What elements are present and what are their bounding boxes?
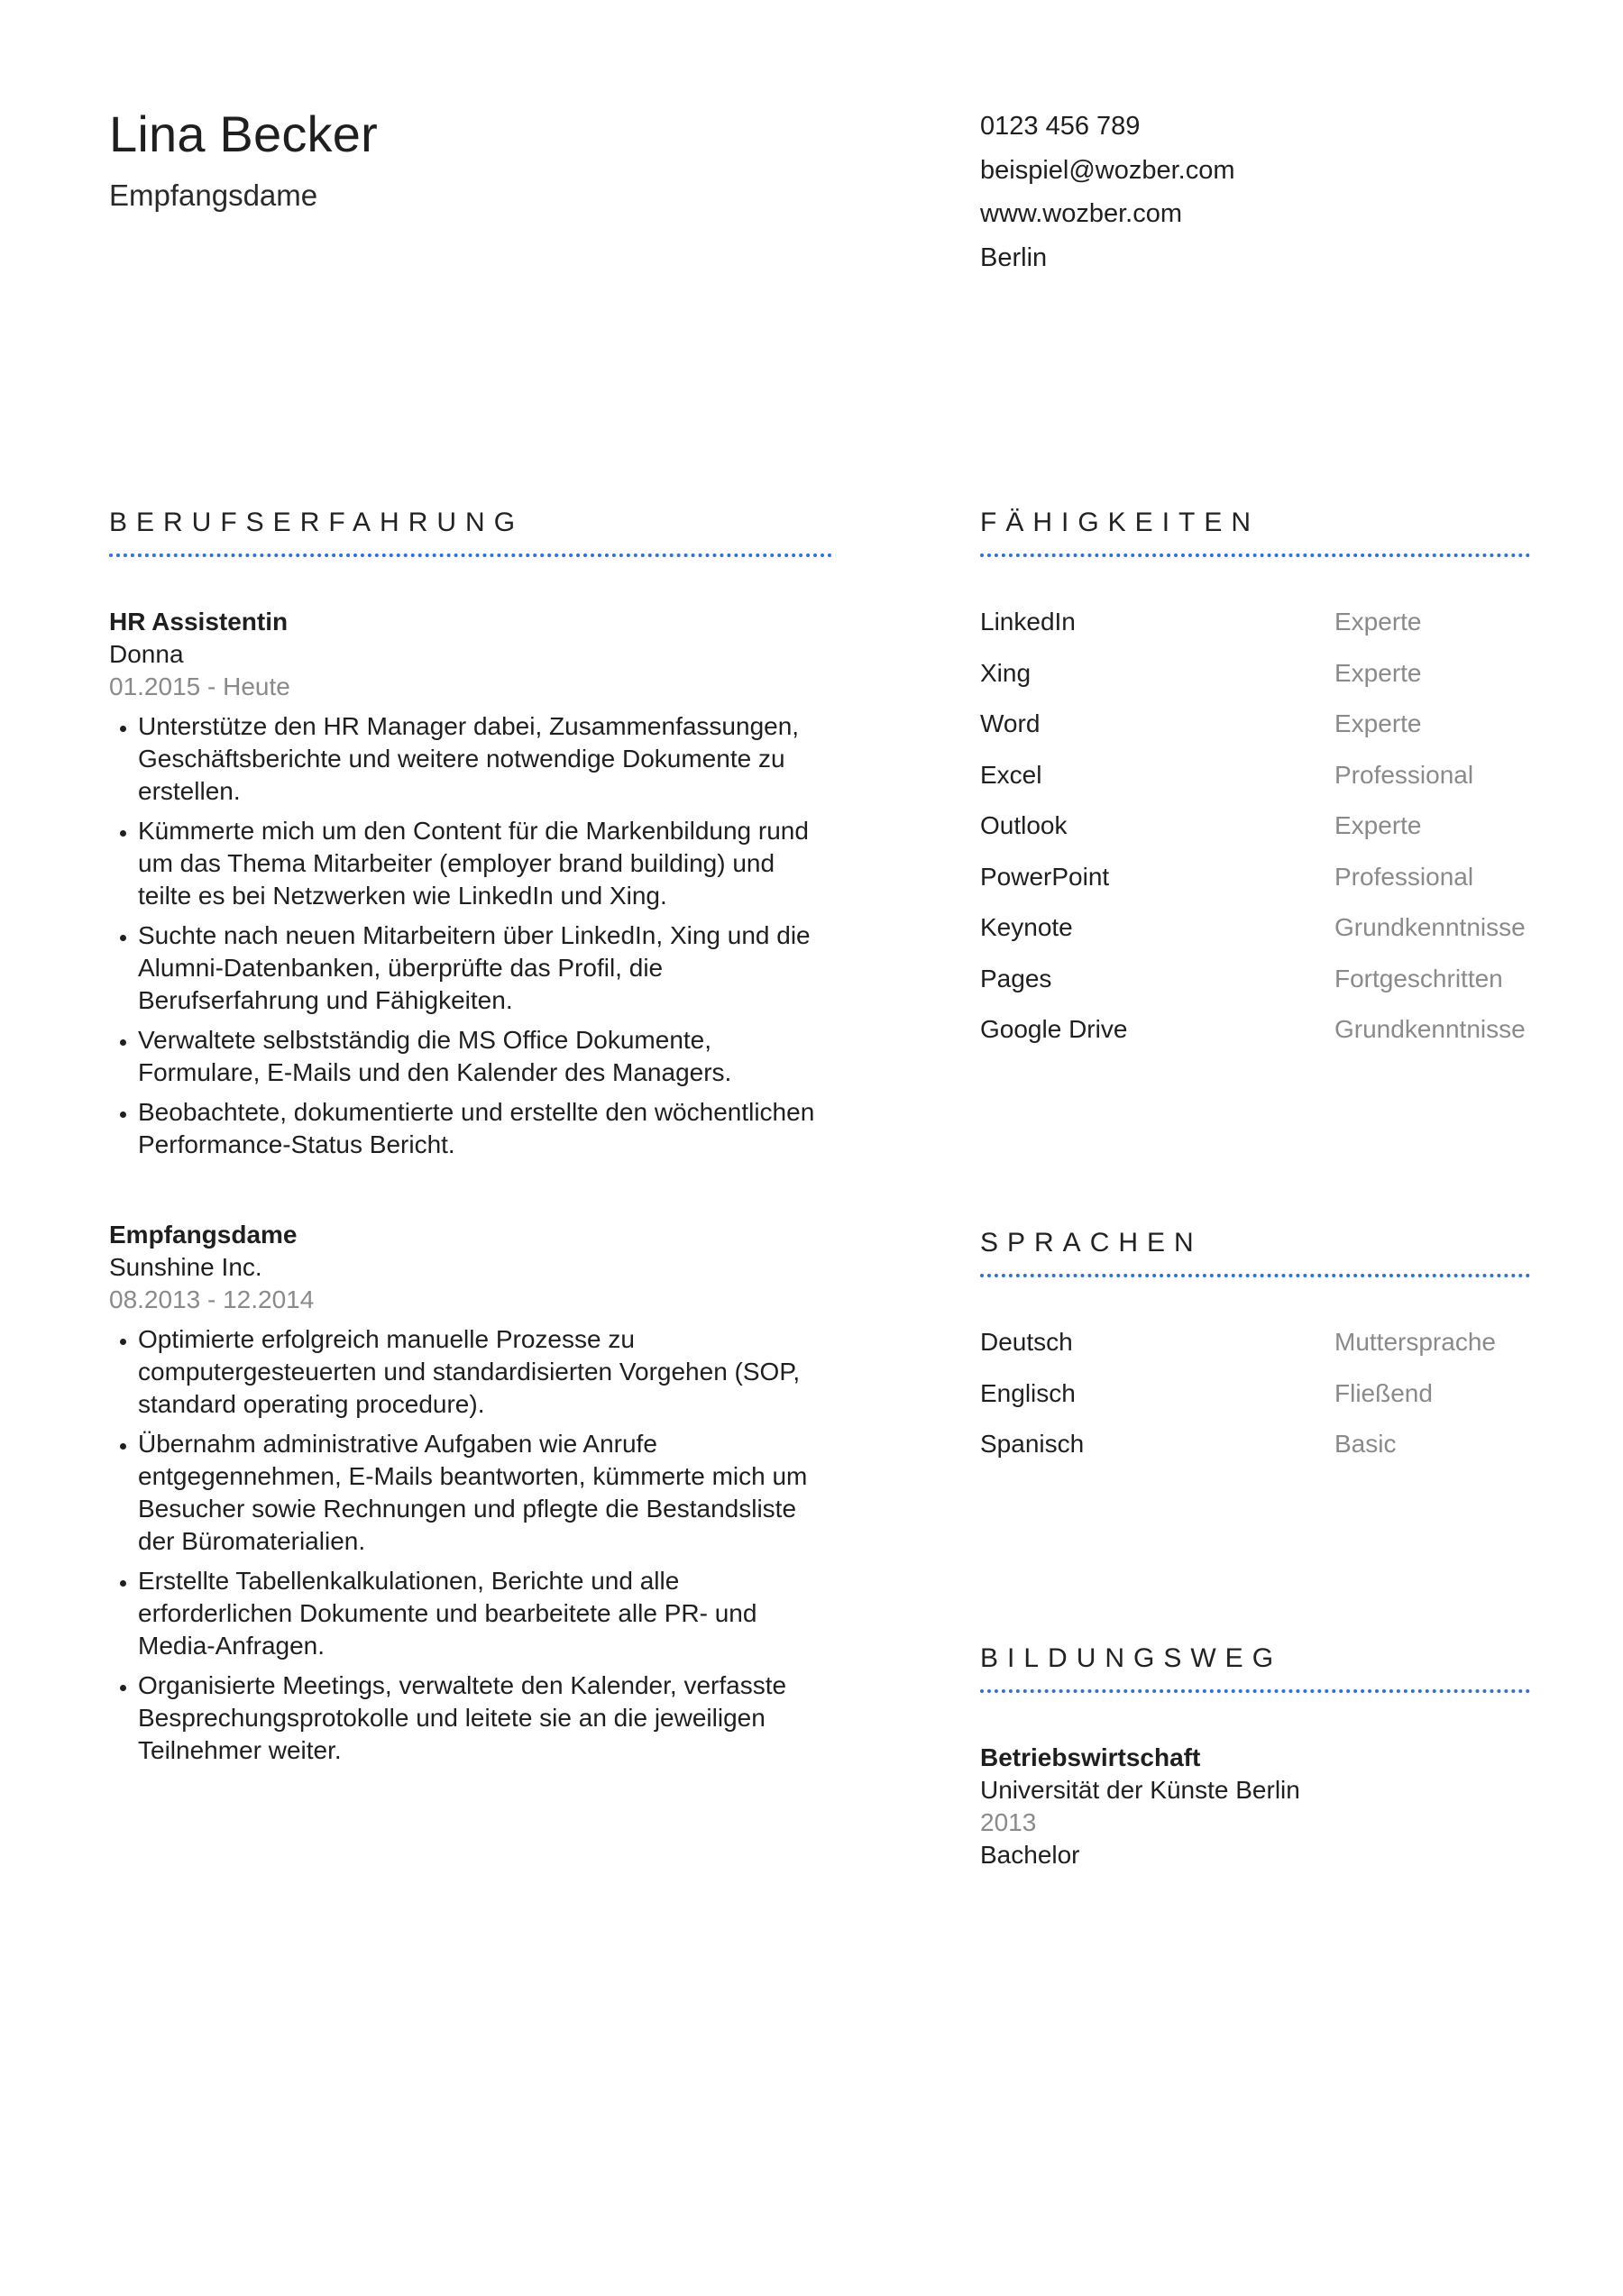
skill-level: Grundkenntnisse [1334, 913, 1526, 941]
job-bullet: • Beobachtete, dokumentierte und erstellte den wöchentlichen Performance-Status Bericht. [138, 1096, 830, 1161]
skill-row [980, 659, 1539, 710]
skill-level: Experte [1334, 709, 1422, 737]
job-bullet: • Kümmerte mich um den Content für die Markenbildung rund um das Thema Mitarbeiter (employer brand building) und teilte es bei Netzwerken wie LinkedIn und Xing. [138, 815, 830, 912]
skill-name: Outlook [980, 811, 1068, 839]
skill-level: Experte [1334, 658, 1422, 687]
skill-level: Fortgeschritten [1334, 964, 1503, 992]
skill-level: Professional [1334, 862, 1474, 891]
skill-level: Professional [1334, 760, 1474, 789]
company-name: Donna [109, 640, 184, 668]
skill-row [980, 1015, 1539, 1066]
language-name: Spanisch [980, 1430, 1085, 1458]
contact-email: beispiel@wozber.com [980, 155, 1235, 185]
section-title-education: BILDUNGSWEG [980, 1643, 1283, 1673]
language-level: Muttersprache [1334, 1328, 1496, 1356]
section-title-skills: FÄHIGKEITEN [980, 508, 1261, 537]
skill-name: LinkedIn [980, 608, 1076, 636]
skill-row [980, 608, 1539, 659]
experience-entry-1 [109, 606, 830, 1168]
job-bullet: • Unterstütze den HR Manager dabei, Zusammenfassungen, Geschäftsberichte und weitere notwendige Dokumente zu erstellen. [138, 710, 830, 808]
skill-row [980, 709, 1539, 761]
language-name: Deutsch [980, 1328, 1073, 1356]
experience-entry-2 [109, 1219, 830, 1774]
language-level: Fließend [1334, 1378, 1433, 1407]
company-name: Sunshine Inc. [109, 1253, 262, 1281]
section-rule-experience [109, 553, 832, 557]
skills-table [980, 608, 1539, 1066]
section-rule-languages [980, 1274, 1530, 1277]
skill-name: Xing [980, 658, 1032, 687]
job-title: Empfangsdame [109, 1221, 298, 1249]
contact-city: Berlin [980, 242, 1048, 272]
language-row [980, 1328, 1539, 1379]
education-entry [980, 1742, 1521, 1871]
job-title: HR Assistentin [109, 608, 289, 636]
skill-row [980, 913, 1539, 965]
education-degree: Betriebswirtschaft [980, 1743, 1201, 1771]
language-name: Englisch [980, 1378, 1076, 1407]
job-bullet: • Suchte nach neuen Mitarbeitern über LinkedIn, Xing und die Alumni-Datenbanken, überprüfte das Profil, die Berufserfahrung und Fähigkeiten. [138, 919, 830, 1017]
language-row [980, 1379, 1539, 1431]
languages-table [980, 1328, 1539, 1481]
contact-website: www.wozber.com [980, 199, 1183, 228]
contact-phone: 0123 456 789 [980, 112, 1141, 141]
section-rule-education [980, 1689, 1530, 1693]
job-bullets [109, 1323, 830, 1767]
job-bullet: • Optimierte erfolgreich manuelle Prozesse zu computergesteuerten und standardisierten Vorgehen (SOP, standard operating procedure). [138, 1323, 830, 1421]
skill-name: Pages [980, 964, 1052, 992]
skill-row [980, 863, 1539, 914]
skill-name: PowerPoint [980, 862, 1110, 891]
job-bullet: • Verwaltete selbstständig die MS Office Dokumente, Formulare, E-Mails und den Kalender des Managers. [138, 1024, 830, 1089]
job-bullet: • Organisierte Meetings, verwaltete den Kalender, verfasste Besprechungsprotokolle und leitete sie an die jeweiligen Teilnehmer weiter. [138, 1669, 830, 1767]
skill-row [980, 761, 1539, 812]
education-year: 2013 [980, 1808, 1037, 1836]
education-level: Bachelor [980, 1841, 1080, 1869]
skill-row [980, 811, 1539, 863]
section-title-experience: BERUFSERFAHRUNG [109, 508, 525, 537]
skill-name: Keynote [980, 913, 1073, 941]
section-title-languages: SPRACHEN [980, 1228, 1203, 1258]
language-level: Basic [1334, 1430, 1397, 1458]
skill-row [980, 965, 1539, 1016]
skill-level: Experte [1334, 608, 1422, 636]
contact-block [980, 105, 1235, 279]
skill-level: Grundkenntnisse [1334, 1015, 1526, 1043]
skill-name: Word [980, 709, 1041, 737]
language-row [980, 1430, 1539, 1481]
job-bullets [109, 710, 830, 1161]
job-dates: 08.2013 - 12.2014 [109, 1285, 315, 1313]
job-bullet: • Übernahm administrative Aufgaben wie Anrufe entgegennehmen, E-Mails beantworten, kümmerte mich um Besucher sowie Rechnungen und pflegte die Bestandsliste der Büromaterialien. [138, 1428, 830, 1558]
education-school: Universität der Künste Berlin [980, 1776, 1300, 1804]
skill-name: Google Drive [980, 1015, 1128, 1043]
skill-level: Experte [1334, 811, 1422, 839]
skill-name: Excel [980, 760, 1042, 789]
job-bullet: • Erstellte Tabellenkalkulationen, Berichte und alle erforderlichen Dokumente und bearbeitete alle PR- und Media-Anfragen. [138, 1565, 830, 1662]
section-rule-skills [980, 553, 1530, 557]
job-dates: 01.2015 - Heute [109, 672, 290, 700]
candidate-role: Empfangsdame [109, 178, 318, 212]
candidate-name: Lina Becker [109, 105, 378, 162]
